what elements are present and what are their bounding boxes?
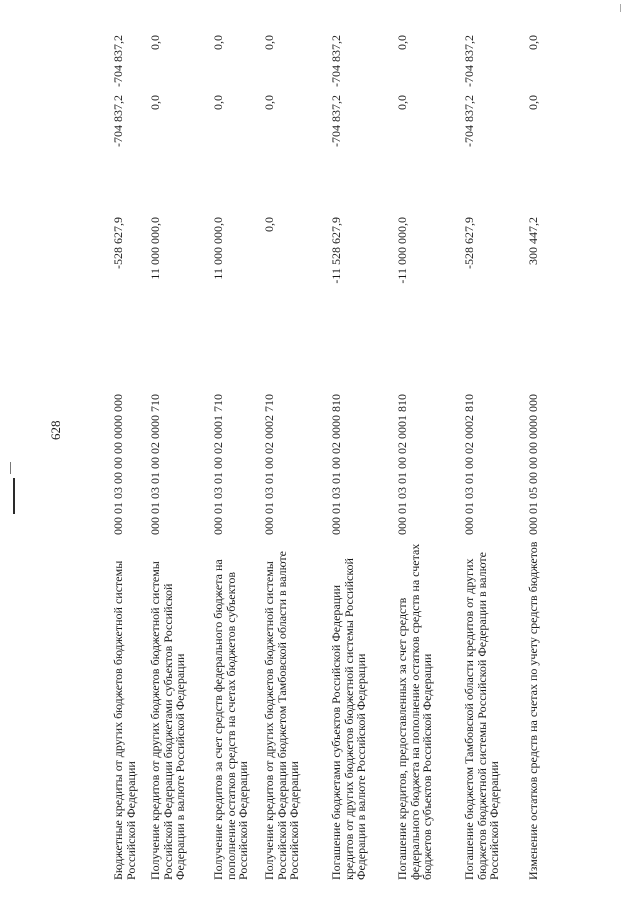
row-value-1: 300 447,2: [526, 217, 540, 265]
row-value-1: -528 627,9: [462, 217, 476, 269]
row-value-3: -704 837,2: [462, 35, 476, 87]
row-name: Погашение кредитов, предоставленных за счет средств федерального бюджета на пополнение остатков средств на счетах бюджетов субъектов Российской Федерации: [395, 543, 434, 880]
row-name: Получение кредитов от других бюджетов бюджетной системы Российской Федерации бюджетом Тамбовской области в валюте Российской Федерации: [262, 551, 301, 880]
fold-mark: [10, 462, 11, 474]
row-value-2: 0,0: [262, 95, 276, 110]
row-name: Бюджетные кредиты от других бюджетов бюджетной системы Российской Федерации: [111, 560, 138, 880]
row-name: Погашение бюджетом Тамбовской области кредитов от других бюджетов бюджетной системы Российской Федерации в валюте Российской Федерации: [462, 552, 501, 880]
table-row: [263, 35, 301, 880]
page-number: 628: [48, 420, 63, 440]
row-value-2: 0,0: [211, 95, 225, 110]
table-row: [149, 35, 187, 880]
row-code: 000 01 05 00 00 00 0000 000: [526, 394, 540, 535]
row-value-2: 0,0: [148, 95, 162, 110]
row-value-3: 0,0: [262, 35, 276, 50]
table-row: [112, 35, 137, 880]
row-value-3: 0,0: [148, 35, 162, 50]
scan-mark: [620, 4, 621, 12]
row-code: 000 01 03 01 00 02 0001 710: [211, 394, 225, 535]
row-value-1: 0,0: [262, 217, 276, 232]
row-value-3: 0,0: [395, 35, 409, 50]
row-value-2: -704 837,2: [111, 95, 125, 147]
row-value-1: -528 627,9: [111, 217, 125, 269]
row-value-2: -704 837,2: [462, 95, 476, 147]
fold-mark: [13, 478, 15, 514]
row-code: 000 01 03 01 00 02 0002 810: [462, 394, 476, 535]
table-row: [330, 35, 368, 880]
row-value-3: 0,0: [211, 35, 225, 50]
table-row: [463, 35, 501, 880]
row-value-2: -704 837,2: [329, 95, 343, 147]
budget-table: [100, 35, 560, 880]
row-value-3: 0,0: [526, 35, 540, 50]
row-value-2: 0,0: [526, 95, 540, 110]
row-code: 000 01 03 01 00 02 0000 710: [148, 394, 162, 535]
table-row: [396, 35, 434, 880]
row-value-1: -11 528 627,9: [329, 217, 343, 284]
row-value-1: -11 000 000,0: [395, 217, 409, 284]
row-value-2: 0,0: [395, 95, 409, 110]
row-value-3: -704 837,2: [329, 35, 343, 87]
row-name: Погашение бюджетами субъектов Российской Федерации кредитов от других бюджетов бюджетной системы Российской Федерации в валюте Российской Федерации: [329, 558, 368, 880]
table-row: [527, 35, 540, 880]
row-value-1: 11 000 000,0: [148, 217, 162, 280]
row-value-3: -704 837,2: [111, 35, 125, 87]
row-code: 000 01 03 00 00 00 0000 000: [111, 394, 125, 535]
row-code: 000 01 03 01 00 02 0002 710: [262, 394, 276, 535]
row-code: 000 01 03 01 00 02 0000 810: [329, 394, 343, 535]
row-name: Изменение остатков средств на счетах по учету средств бюджетов: [526, 541, 540, 880]
row-code: 000 01 03 01 00 02 0001 810: [395, 394, 409, 535]
row-name: Получение кредитов за счет средств федерального бюджета на пополнение остатков средств на счетах бюджетов субъектов Российской Федерации: [211, 559, 250, 880]
row-name: Получение кредитов от других бюджетов бюджетной системы Российской Федерации бюджетами субъектов Российской Федерации в валюте Российской Федерации: [148, 561, 187, 880]
table-row: [212, 35, 250, 880]
row-value-1: 11 000 000,0: [211, 217, 225, 280]
